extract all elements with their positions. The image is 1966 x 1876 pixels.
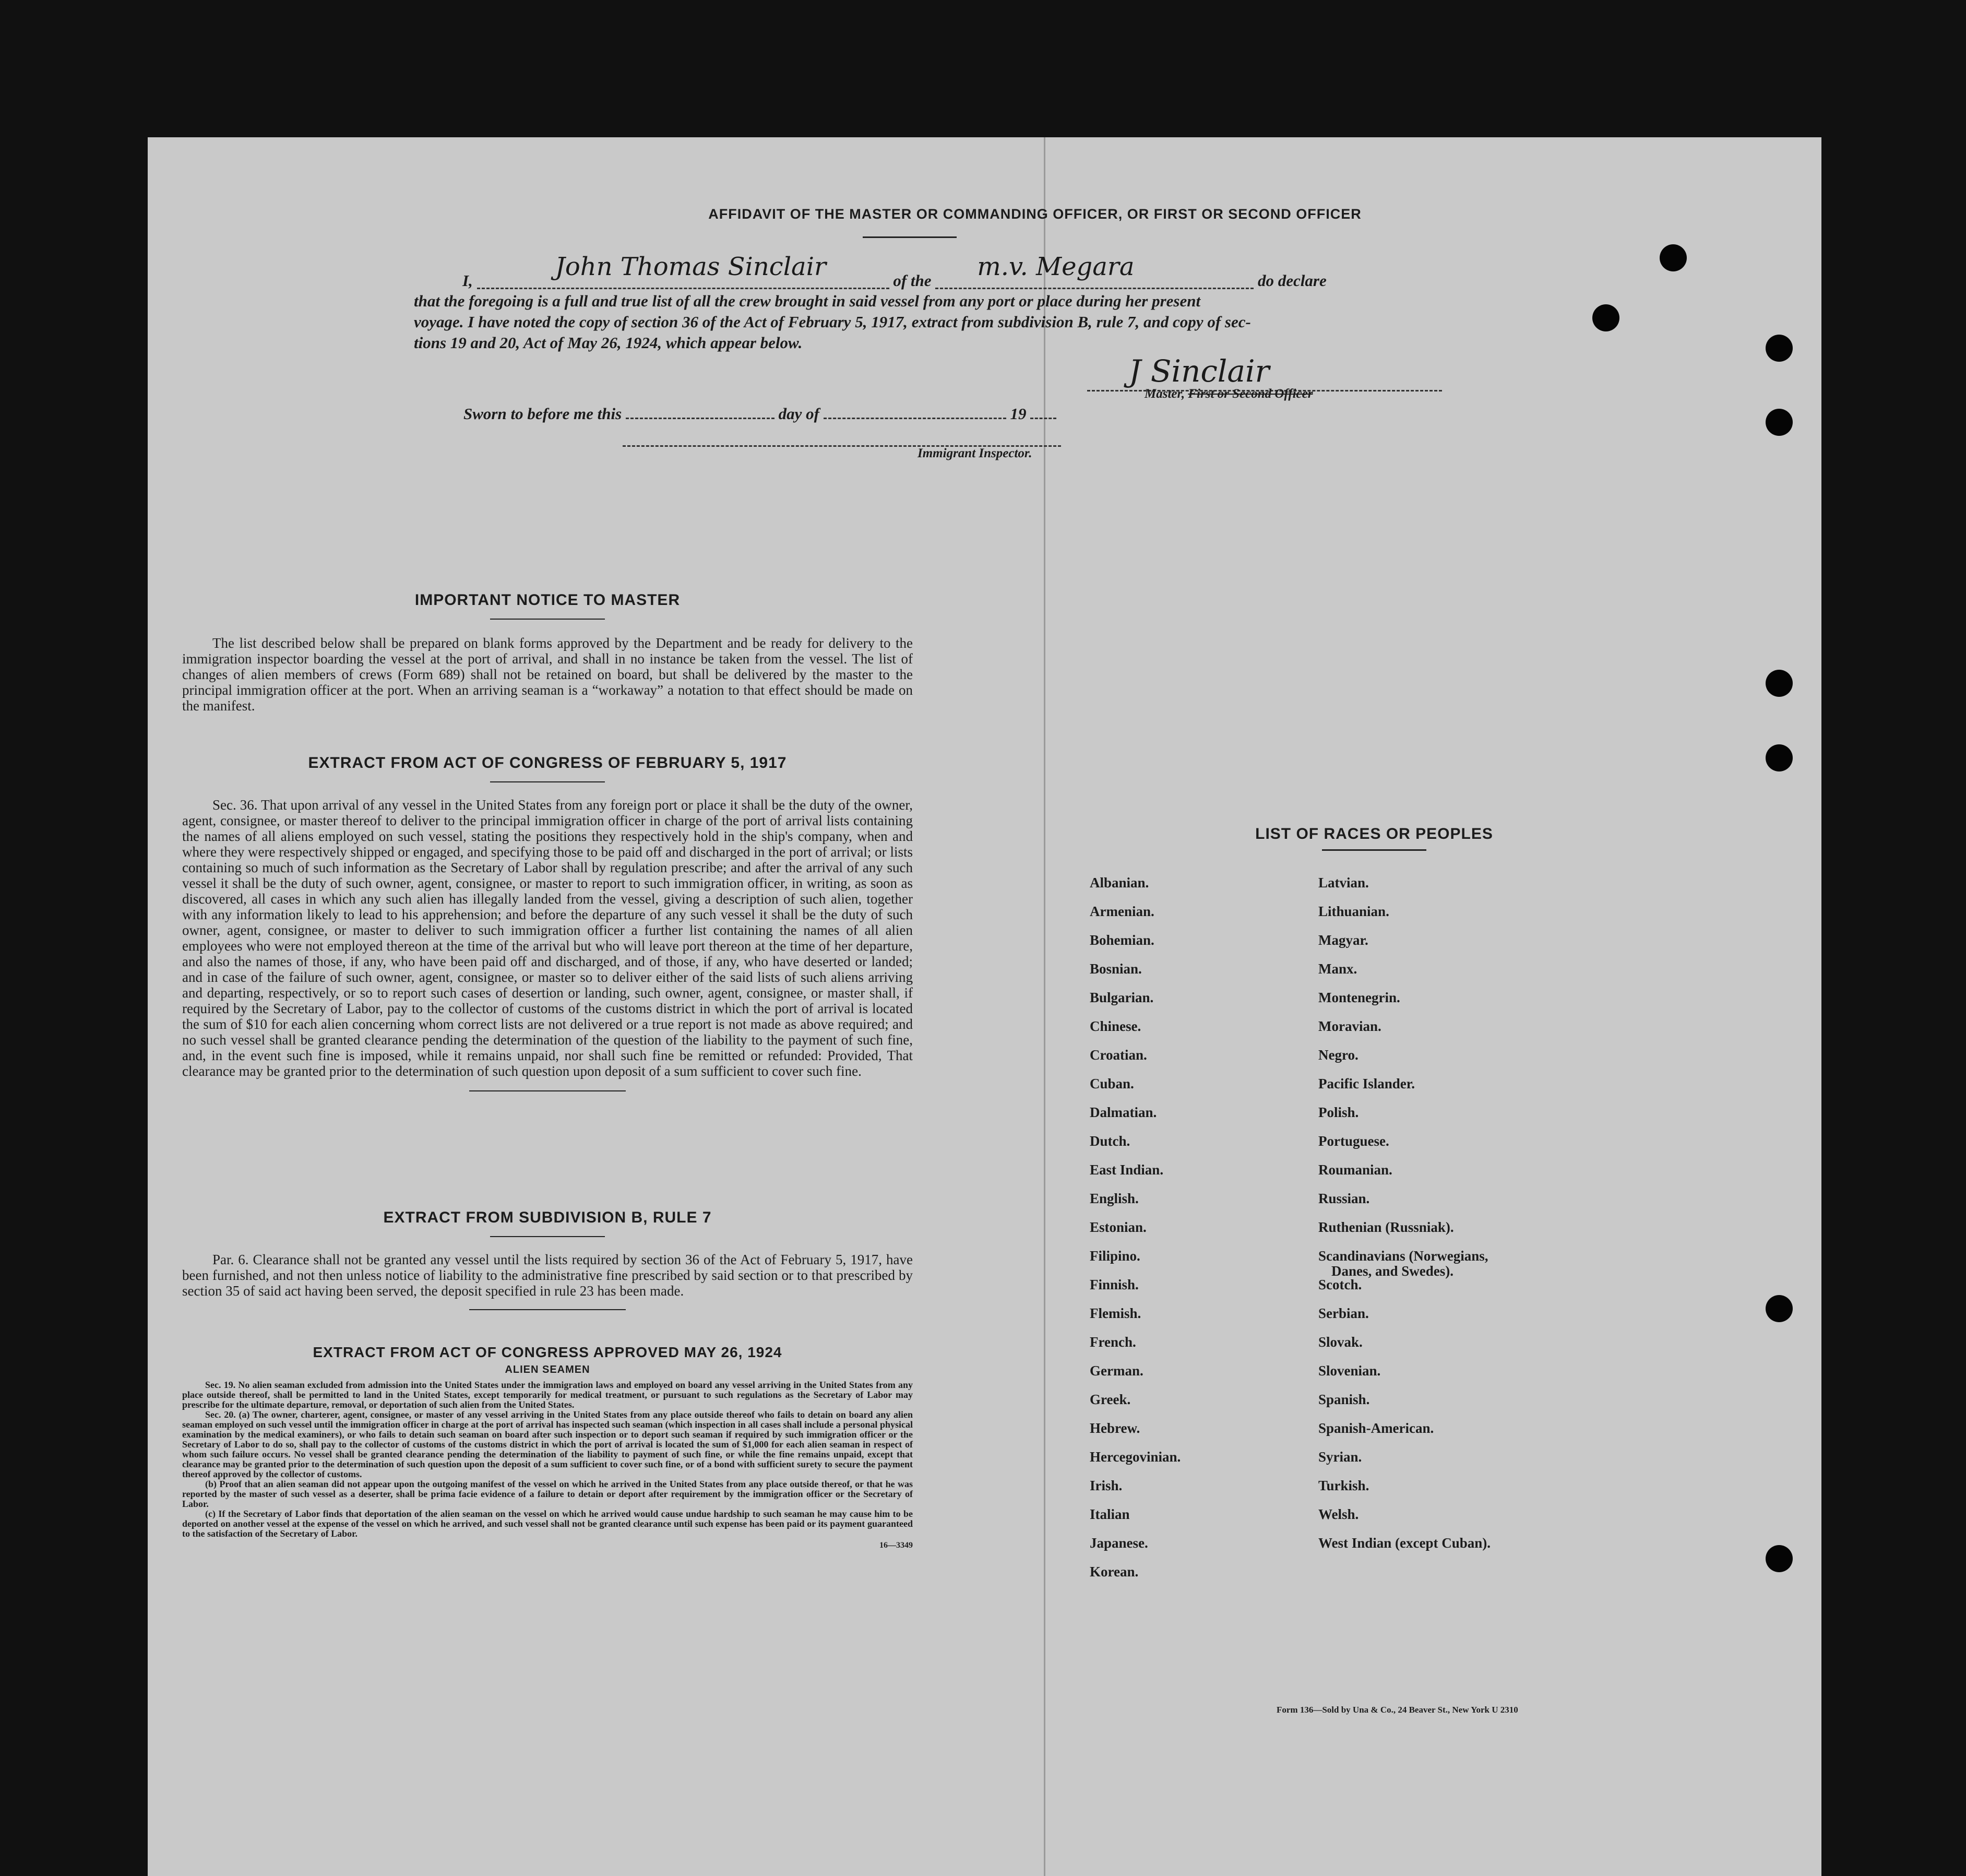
race-item: Hebrew. <box>1090 1420 1140 1436</box>
race-item: Hercegovinian. <box>1090 1449 1181 1465</box>
sworn-day-field[interactable] <box>626 417 775 419</box>
form-code: 16—3349 <box>879 1541 913 1550</box>
race-item: Magyar. <box>1318 932 1368 948</box>
inspector-label: Immigrant Inspector. <box>918 446 1032 460</box>
races-rule <box>1322 849 1426 851</box>
affidavit-line-4: tions 19 and 20, Act of May 26, 1924, which appear below. <box>414 334 803 352</box>
act-1924-heading: EXTRACT FROM ACT OF CONGRESS APPROVED MAY 26, 1924 <box>313 1344 782 1360</box>
race-item: French. <box>1090 1334 1136 1350</box>
race-item: Scotch. <box>1318 1277 1362 1292</box>
race-item: Moravian. <box>1318 1018 1381 1034</box>
rule7-end-rule <box>469 1309 626 1310</box>
notice-text: The list described below shall be prepared on blank forms approved by the Department and be ready for delivery to the immigration inspector boarding the vessel at the port of arrival, and shall in no instance be taken from the vessel. The list of changes of alien members of crews (Form 689) shall not be retained on board, but shall be delivered by the master to the principal immigration officer at the port. When an arriving seaman is a “workaway” a notation to that effect should be made on the manifest. <box>182 635 913 714</box>
act-1917-section <box>182 754 913 1091</box>
sworn-year: 19 <box>1010 405 1027 423</box>
master-signature: J Sinclair <box>1129 353 1270 389</box>
race-item: Latvian. <box>1318 875 1369 890</box>
race-item: Negro. <box>1318 1047 1359 1063</box>
race-item: Spanish. <box>1318 1392 1370 1407</box>
sec20b-text: (b) Proof that an alien seaman did not appear upon the outgoing manifest of the vessel on which he arrived in the United States from any place outside thereof, or that he was reported by the master of such vessel as a deserter, shall be prima facie evidence of a failure to detain or deport after requirement by the immigration officer or the Secretary of Labor. <box>182 1479 913 1509</box>
notice-heading: IMPORTANT NOTICE TO MASTER <box>414 591 681 609</box>
race-item: Syrian. <box>1318 1449 1362 1465</box>
punch-hole <box>1766 335 1793 362</box>
punch-hole <box>1766 1545 1793 1572</box>
punch-hole <box>1766 744 1793 771</box>
sworn-line <box>463 405 1056 423</box>
document-page <box>148 137 1821 1876</box>
race-item: Russian. <box>1318 1191 1370 1206</box>
race-item: Irish. <box>1090 1478 1123 1493</box>
race-item: Pacific Islander. <box>1318 1076 1415 1091</box>
race-item: Italian <box>1090 1506 1130 1522</box>
notice-body <box>182 635 913 714</box>
race-item: Slovak. <box>1318 1334 1363 1350</box>
notice-rule <box>490 619 605 620</box>
signature-label <box>1145 387 1313 401</box>
affidavit-title: AFFIDAVIT OF THE MASTER OR COMMANDING OFFICER, OR FIRST OR SECOND OFFICER <box>708 206 1362 222</box>
race-item: Armenian. <box>1090 904 1154 919</box>
race-item: Bulgarian. <box>1090 990 1154 1005</box>
sworn-prefix: Sworn to before me this <box>463 405 622 423</box>
rule7-section <box>182 1209 913 1310</box>
sworn-day-of: day of <box>778 405 819 423</box>
race-item: Dutch. <box>1090 1133 1130 1149</box>
rule7-rule <box>490 1236 605 1237</box>
signature-label-struck: First or Second Officer <box>1188 387 1313 401</box>
sec19-text: Sec. 19. No alien seaman excluded from admission into the United States under the immigration laws and employed on board any vessel arriving in the United States from any place outside thereof, shall be permitted to land in the United States, except temporarily for medical treatment, or pursuant to such regulations as the Secretary of Labor may prescribe for the ultimate departure, removal, or deportation of such alien from the United States. <box>182 1380 913 1410</box>
act-1917-text: Sec. 36. That upon arrival of any vessel in the United States from any foreign port or place it shall be the duty of the owner, agent, consignee, or master thereof to deliver to the principal immigration officer in charge of the port of arrival lists containing the names of all aliens employed on such vessel, stating the positions they respectively hold in the ship's company, when and where they were respectively shipped or engaged, and specifying those to be paid off and discharged in the port of arrival; or lists containing so much of such information as the Secretary of Labor shall by regulation prescribe; and after the arrival of any such vessel it shall be the duty of such owner, agent, consignee, or master to report to such immigration officer, in writing, as soon as discovered, all cases in which any such alien has illegally landed from the vessel, giving a description of such alien, together with any information likely to lead to his apprehension; and before the departure of any such vessel it shall be the duty of such owner, agent, consignee, or master to deliver to such immigration officer a further list containing the names of all alien employees who were not employed thereon at the time of the arrival but who will leave port thereon at the time of her departure, and also the names of those, if any, who have been paid off and discharged, and of those, if any, who have deserted or landed; and in case of the failure of such owner, agent, consignee, or master so to deliver either of the said lists of such aliens arriving and departing, respectively, or so to report such cases of desertion or landing, such owner, agent, consignee, or master shall, if required by the Secretary of Labor, pay to the collector of customs of the customs district in which the port of arrival is located the sum of $10 for each alien concerning whom correct lists are not delivered or a true report is not made as above required; and no such vessel shall be granted clearance pending the determination of the question of the liability to the payment of such fine, and, in the event such fine is imposed, while it remains unpaid, nor shall such fine be remitted or refunded: Provided, That clearance may be granted prior to the determination of such question upon deposit of a sum sufficient to cover such fine. <box>182 797 913 1079</box>
affidavit-declare: do declare <box>1258 271 1327 290</box>
race-item: Roumanian. <box>1318 1162 1392 1178</box>
fold-line <box>1044 137 1045 1876</box>
punch-hole <box>1660 244 1687 271</box>
sworn-year-field[interactable] <box>1030 417 1056 419</box>
affidavit-line-3: voyage. I have noted the copy of section 36 of the Act of February 5, 1917, extract from subdivision B, rule 7, and copy of sec- <box>414 313 1251 331</box>
race-item: Montenegrin. <box>1318 990 1400 1005</box>
act-1917-body <box>182 797 913 1079</box>
race-item: West Indian (except Cuban). <box>1318 1535 1491 1551</box>
race-item: Greek. <box>1090 1392 1131 1407</box>
race-item: Manx. <box>1318 961 1357 977</box>
race-item: Turkish. <box>1318 1478 1369 1493</box>
rule7-heading: EXTRACT FROM SUBDIVISION B, RULE 7 <box>383 1209 712 1226</box>
title-underline <box>863 236 957 238</box>
race-item: Bohemian. <box>1090 932 1154 948</box>
rule7-body <box>182 1252 913 1299</box>
race-item: Albanian. <box>1090 875 1149 890</box>
race-item: German. <box>1090 1363 1143 1379</box>
race-item: Japanese. <box>1090 1535 1148 1551</box>
act-1917-end-rule <box>469 1090 626 1091</box>
punch-hole <box>1766 670 1793 697</box>
signature-label-master: Master, <box>1145 387 1185 401</box>
races-section <box>1191 825 1557 851</box>
race-item: Estonian. <box>1090 1219 1147 1235</box>
affidavit-prefix: I, <box>462 271 473 290</box>
affidavit-line-2: that the foregoing is a full and true list of all the crew brought in said vessel from any port or place during her present <box>414 292 1201 310</box>
master-name: John Thomas Sinclair <box>555 252 826 281</box>
race-item: Croatian. <box>1090 1047 1147 1063</box>
races-heading: LIST OF RACES OR PEOPLES <box>1255 825 1493 842</box>
act-1917-rule <box>490 781 605 782</box>
affidavit-of-the: of the <box>893 271 932 290</box>
act-1924-section <box>182 1344 913 1550</box>
notice-section <box>182 591 913 714</box>
race-item: Bosnian. <box>1090 961 1142 977</box>
race-item: Portuguese. <box>1318 1133 1389 1149</box>
race-item: Polish. <box>1318 1105 1359 1120</box>
race-item: Scandinavians (Norwegians, <box>1318 1248 1488 1264</box>
race-item: Ruthenian (Russniak). <box>1318 1219 1454 1235</box>
race-item: Filipino. <box>1090 1248 1140 1264</box>
race-item: Dalmatian. <box>1090 1105 1157 1120</box>
affidavit-line-1 <box>462 252 1327 290</box>
race-item: English. <box>1090 1191 1139 1206</box>
punch-hole <box>1766 1295 1793 1322</box>
race-item: Cuban. <box>1090 1076 1134 1091</box>
race-item: Danes, and Swedes). <box>1331 1263 1454 1279</box>
rule7-text: Par. 6. Clearance shall not be granted any vessel until the lists required by section 36 of the Act of February 5, 1917, have been furnished, and not then unless notice of liability to the administrative fine prescribed by said section or to that prescribed by section 35 of said act having been served, the deposit specified in rule 23 has been made. <box>182 1252 913 1299</box>
race-item: Serbian. <box>1318 1305 1369 1321</box>
vessel-name-field[interactable] <box>935 252 1254 289</box>
race-item: Korean. <box>1090 1564 1139 1580</box>
sec20c-text: (c) If the Secretary of Labor finds that deportation of the alien seaman on the vessel on which he arrived would cause undue hardship to such seaman he may cause him to be deported on another vessel at the expense of the vessel on which he arrived, and such vessel shall not be granted clearance until such expense has been paid or its payment guaranteed to the satisfaction of the Secretary of Labor. <box>182 1509 913 1539</box>
punch-hole <box>1592 304 1619 331</box>
sec20a-text: Sec. 20. (a) The owner, charterer, agent, consignee, or master of any vessel arriving in the United States from any place outside thereof who fails to detain on board any alien seaman employed on such vessel until the immigration officer in charge at the port of arrival has inspected such seaman (which inspection in all cases shall include a personal physical examination by the medical examiners), or who fails to detain such seaman on board after such inspection or to deport such seaman if required by such immigration officer or the Secretary of Labor to do so, shall pay to the collector of customs of the customs district in which the port of arrival is located the sum of $1,000 for each alien seaman in respect of whom such failure occurs. No vessel shall be granted clearance pending the determination of the liability to payment of such fine, or while the fine remains unpaid, except that clearance may be granted prior to the determination of such question upon the deposit of a sum sufficient to cover such fine, or of a bond with sufficient surety to secure the payment thereof approved by the collector of customs. <box>182 1409 913 1479</box>
punch-hole <box>1766 409 1793 436</box>
race-item: East Indian. <box>1090 1162 1164 1178</box>
race-item: Chinese. <box>1090 1018 1141 1034</box>
act-1917-heading: EXTRACT FROM ACT OF CONGRESS OF FEBRUARY 5, 1917 <box>308 754 787 771</box>
vessel-name: m.v. Megara <box>977 252 1135 281</box>
sworn-month-field[interactable] <box>824 417 1006 419</box>
race-item: Flemish. <box>1090 1305 1141 1321</box>
master-name-field[interactable] <box>477 252 889 289</box>
race-item: Welsh. <box>1318 1506 1359 1522</box>
alien-seamen-subheading: ALIEN SEAMEN <box>505 1364 590 1375</box>
race-item: Spanish-American. <box>1318 1420 1434 1436</box>
race-item: Lithuanian. <box>1318 904 1389 919</box>
act-1924-body <box>182 1380 913 1539</box>
race-item: Slovenian. <box>1318 1363 1381 1379</box>
form-note: Form 136—Sold by Una & Co., 24 Beaver St., New York U 2310 <box>1277 1705 1518 1715</box>
race-item: Finnish. <box>1090 1277 1139 1292</box>
